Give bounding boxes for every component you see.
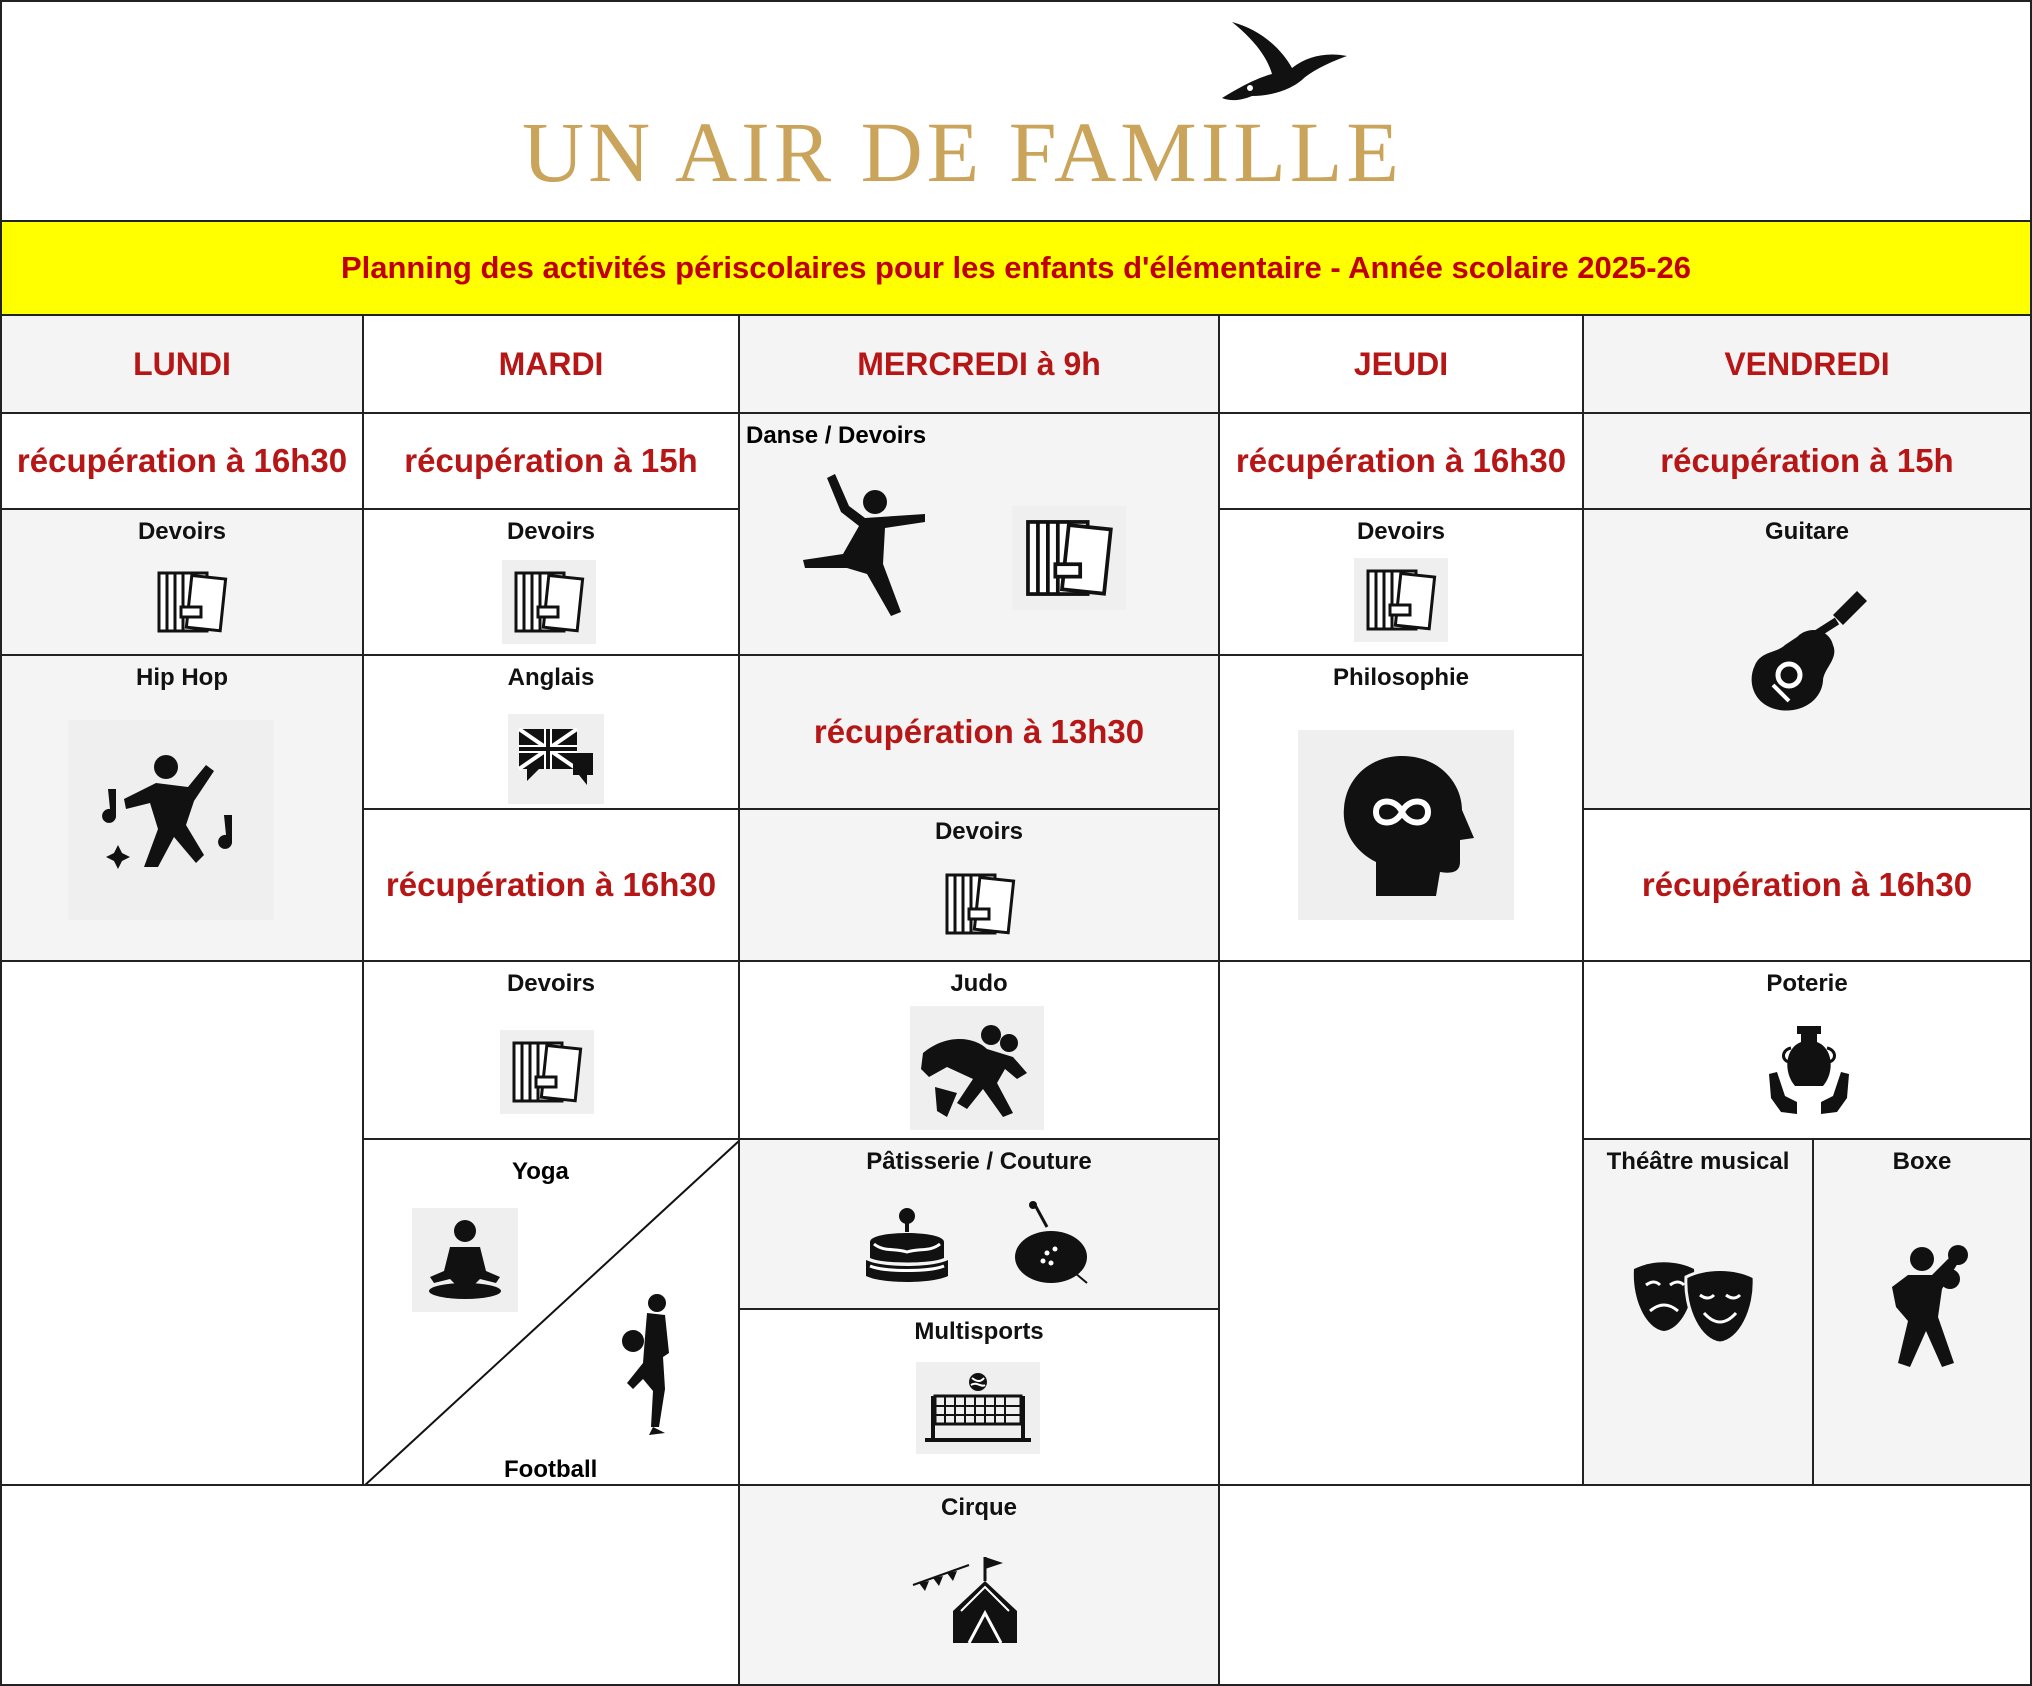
activity-mardi-devoirs: [362, 508, 740, 656]
empty-bottom-left: [0, 1484, 740, 1686]
hip-hop-dancer-icon: [68, 720, 274, 920]
planning-title-banner: Planning des activités périscolaires pour les enfants d'élémentaire - Année scolaire 2025-26: [0, 220, 2032, 316]
empty-jeudi-afternoon: [1218, 960, 1584, 1486]
activity-lundi-hiphop: [0, 654, 364, 962]
swallow-bird-icon: [1212, 16, 1352, 106]
uk-flag-speech-icon: [508, 714, 604, 804]
activity-label: Théâtre musical: [1606, 1148, 1790, 1175]
activity-label: Multisports: [914, 1318, 1044, 1345]
activity-label: Pâtisserie / Couture: [866, 1148, 1092, 1175]
activity-mercredi-danse-devoirs: [738, 412, 1220, 656]
activity-vendredi-boxe: [1812, 1138, 2032, 1486]
activity-mardi-anglais: [362, 654, 740, 810]
activity-mercredi-cirque: [738, 1484, 1220, 1686]
activity-mercredi-judo: [738, 960, 1220, 1140]
activity-label: Yoga: [512, 1158, 569, 1185]
activity-label: Football: [504, 1456, 598, 1483]
activity-jeudi-devoirs: [1218, 508, 1584, 656]
activity-label: Devoirs: [1356, 518, 1446, 545]
pickup-mardi-1630: récupération à 16h30: [362, 808, 740, 962]
pickup-jeudi-1630: récupération à 16h30: [1218, 412, 1584, 510]
activity-mercredi-patisserie-couture: [738, 1138, 1220, 1310]
activity-lundi-devoirs: [0, 508, 364, 656]
cake-icon: [860, 1198, 954, 1288]
sewing-button-icon: [1002, 1196, 1098, 1292]
activity-label: Devoirs: [934, 818, 1024, 845]
guitar-icon: [1730, 578, 1880, 728]
activity-mercredi-devoirs: [738, 808, 1220, 962]
activity-mardi-devoirs-2: [362, 960, 740, 1140]
judo-throw-icon: [910, 1006, 1044, 1130]
activity-vendredi-theatre: [1582, 1138, 1814, 1486]
logo-text: UN AIR DE FAMILLE: [522, 104, 1403, 200]
pickup-lundi-1630: récupération à 16h30: [0, 412, 364, 510]
activity-mercredi-multisports: [738, 1308, 1220, 1486]
boxer-icon: [1872, 1236, 1982, 1376]
activity-label: Devoirs: [506, 518, 596, 545]
pickup-vendredi-15h: récupération à 15h: [1582, 412, 2032, 510]
activity-vendredi-guitare: [1582, 508, 2032, 810]
pickup-mardi-15h: récupération à 15h: [362, 412, 740, 510]
activity-label: Anglais: [507, 664, 595, 691]
pickup-vendredi-1630: récupération à 16h30: [1582, 808, 2032, 962]
activity-label: Devoirs: [506, 970, 596, 997]
activity-label: Philosophie: [1332, 664, 1469, 691]
homework-icon: [500, 1030, 594, 1114]
head-infinity-icon: [1298, 730, 1514, 920]
circus-tent-icon: [906, 1546, 1032, 1656]
day-header-vendredi: VENDREDI: [1582, 314, 2032, 414]
homework-icon: [1354, 558, 1448, 642]
day-header-jeudi: JEUDI: [1218, 314, 1584, 414]
yoga-meditation-icon: [412, 1208, 518, 1312]
activity-label: Cirque: [940, 1494, 1017, 1521]
empty-bottom-right: [1218, 1484, 2032, 1686]
activity-label: Danse / Devoirs: [746, 422, 927, 449]
activity-label: Judo: [950, 970, 1008, 997]
football-player-icon: [614, 1290, 684, 1440]
activity-label: Devoirs: [137, 518, 227, 545]
activity-vendredi-poterie: [1582, 960, 2032, 1140]
homework-icon: [1012, 506, 1126, 610]
day-header-mardi: MARDI: [362, 314, 740, 414]
pickup-mercredi-1330: récupération à 13h30: [738, 654, 1220, 810]
activity-mardi-yoga-football: [362, 1138, 740, 1486]
header-cell: [0, 0, 2032, 222]
homework-icon: [152, 562, 232, 642]
homework-icon: [502, 560, 596, 644]
pottery-hands-icon: [1764, 1018, 1854, 1122]
activity-label: Guitare: [1764, 518, 1850, 545]
activity-jeudi-philosophie: [1218, 654, 1584, 962]
volleyball-net-icon: [916, 1362, 1040, 1454]
day-header-mercredi: MERCREDI à 9h: [738, 314, 1220, 414]
activity-label: Poterie: [1766, 970, 1848, 997]
activity-label: Hip Hop: [136, 664, 228, 691]
day-header-lundi: LUNDI: [0, 314, 364, 414]
theater-masks-icon: [1624, 1236, 1764, 1362]
dancer-jump-icon: [790, 470, 940, 620]
homework-icon: [940, 864, 1020, 944]
activity-label: Boxe: [1892, 1148, 1952, 1175]
empty-lundi-afternoon: [0, 960, 364, 1486]
